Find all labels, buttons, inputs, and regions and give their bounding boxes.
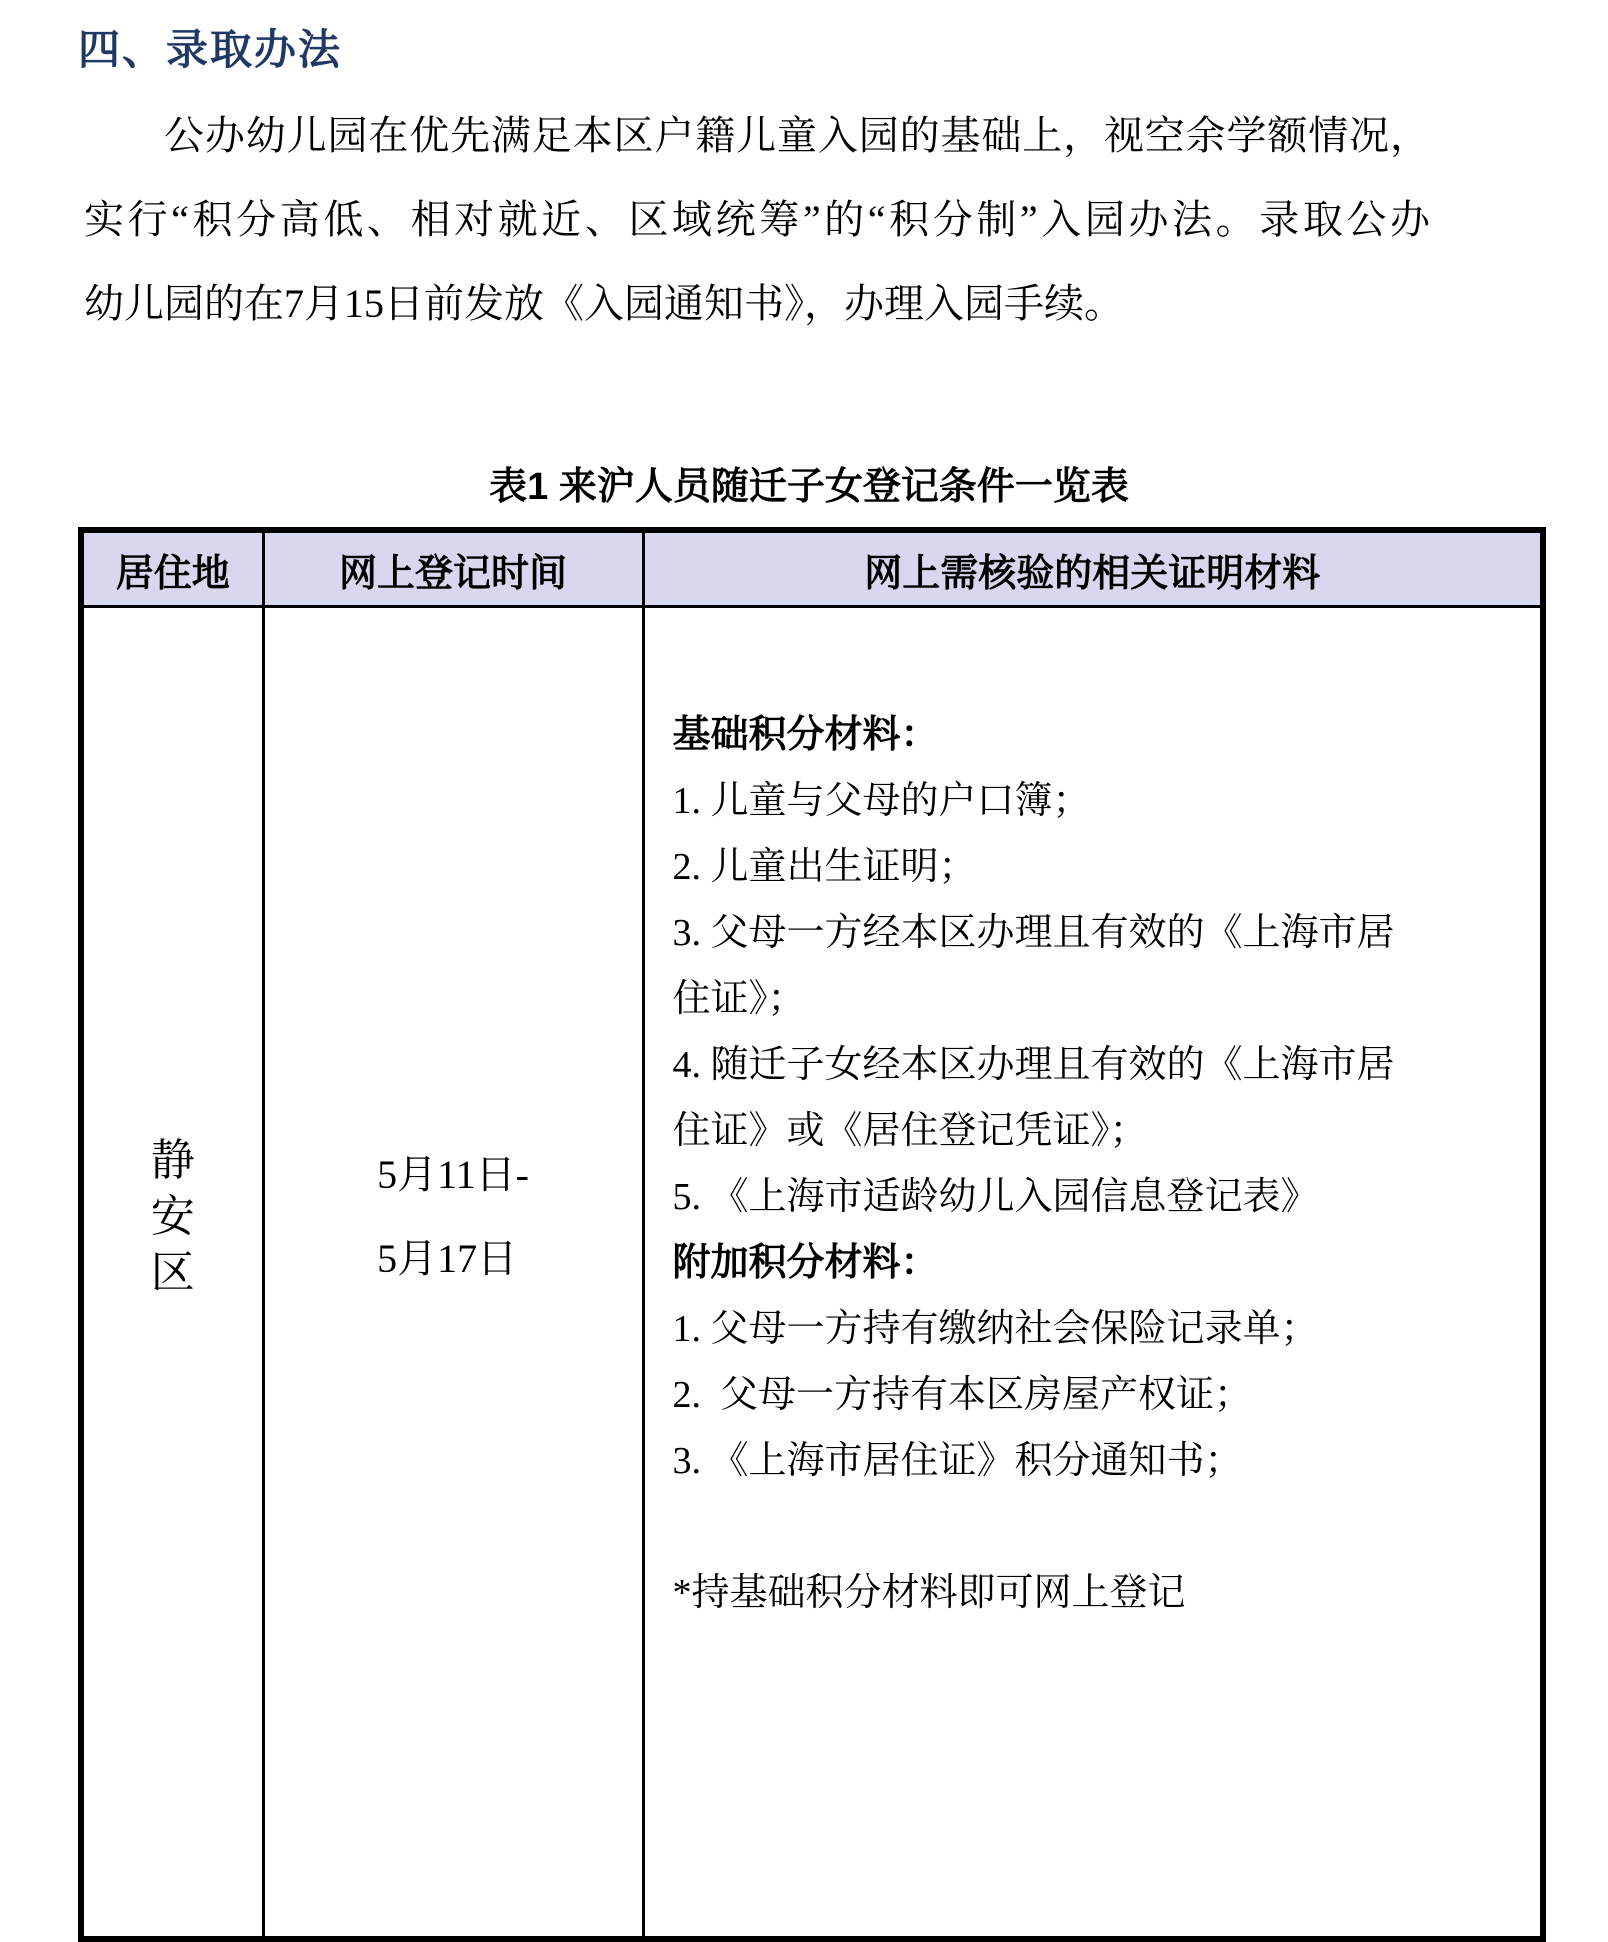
materials-line: 住证》； xyxy=(672,978,806,1020)
cell-district xyxy=(81,607,263,1940)
table-title: 表1 来沪人员随迁子女登记条件一览表 xyxy=(489,466,1129,508)
materials-line: 住证》或《居住登记凭证》； xyxy=(672,1110,1148,1152)
materials-line: 1. 儿童与父母的户口簿； xyxy=(672,780,1091,822)
registration-conditions-table xyxy=(78,527,1546,1942)
paragraph-line: 实行“积分高低、相对就近、区域统筹”的“积分制”入园办法。录取公办 xyxy=(84,197,1430,242)
cell-materials xyxy=(643,607,1543,1940)
district-char: 区 xyxy=(150,1248,195,1297)
col-header-residence: 居住地 xyxy=(81,530,263,607)
district-vertical-text xyxy=(85,1133,261,1301)
time-line: 5月17日 xyxy=(377,1236,518,1281)
materials-line: 3. 《上海市居住证》积分通知书； xyxy=(672,1440,1243,1482)
materials-line: 3. 父母一方经本区办理且有效的《上海市居 xyxy=(672,912,1395,954)
materials-note: *持基础积分材料即可网上登记 xyxy=(672,1572,1186,1614)
materials-line: 1. 父母一方持有缴纳社会保险记录单； xyxy=(672,1308,1319,1350)
materials-section-label: 基础积分材料： xyxy=(672,714,939,756)
materials-line: 2. 父母一方持有本区房屋产权证； xyxy=(672,1374,1253,1416)
time-line: 5月11日- xyxy=(377,1152,529,1197)
materials-line: 2. 儿童出生证明； xyxy=(672,846,977,888)
materials-section-label: 附加积分材料： xyxy=(672,1242,939,1284)
intro-paragraph xyxy=(84,94,1430,346)
document-page xyxy=(0,26,1608,1942)
col-header-materials: 网上需核验的相关证明材料 xyxy=(643,530,1543,607)
table-row xyxy=(81,607,1543,1940)
section-heading: 四、录取办法 xyxy=(78,26,343,73)
paragraph-line: 幼儿园的在7月15日前发放《入园通知书》，办理入园手续。 xyxy=(84,281,1124,326)
cell-registration-time xyxy=(263,607,643,1940)
district-char: 安 xyxy=(150,1192,195,1241)
materials-line: 5. 《上海市适龄幼儿入园信息登记表》 xyxy=(672,1176,1319,1218)
district-char: 静 xyxy=(150,1136,195,1185)
paragraph-line: 公办幼儿园在优先满足本区户籍儿童入园的基础上，视空余学额情况， xyxy=(164,113,1430,158)
col-header-registration-time: 网上登记时间 xyxy=(263,530,643,607)
registration-time-text xyxy=(377,1133,529,1301)
materials-line: 4. 随迁子女经本区办理且有效的《上海市居 xyxy=(672,1044,1395,1086)
table-header-row xyxy=(81,530,1543,607)
